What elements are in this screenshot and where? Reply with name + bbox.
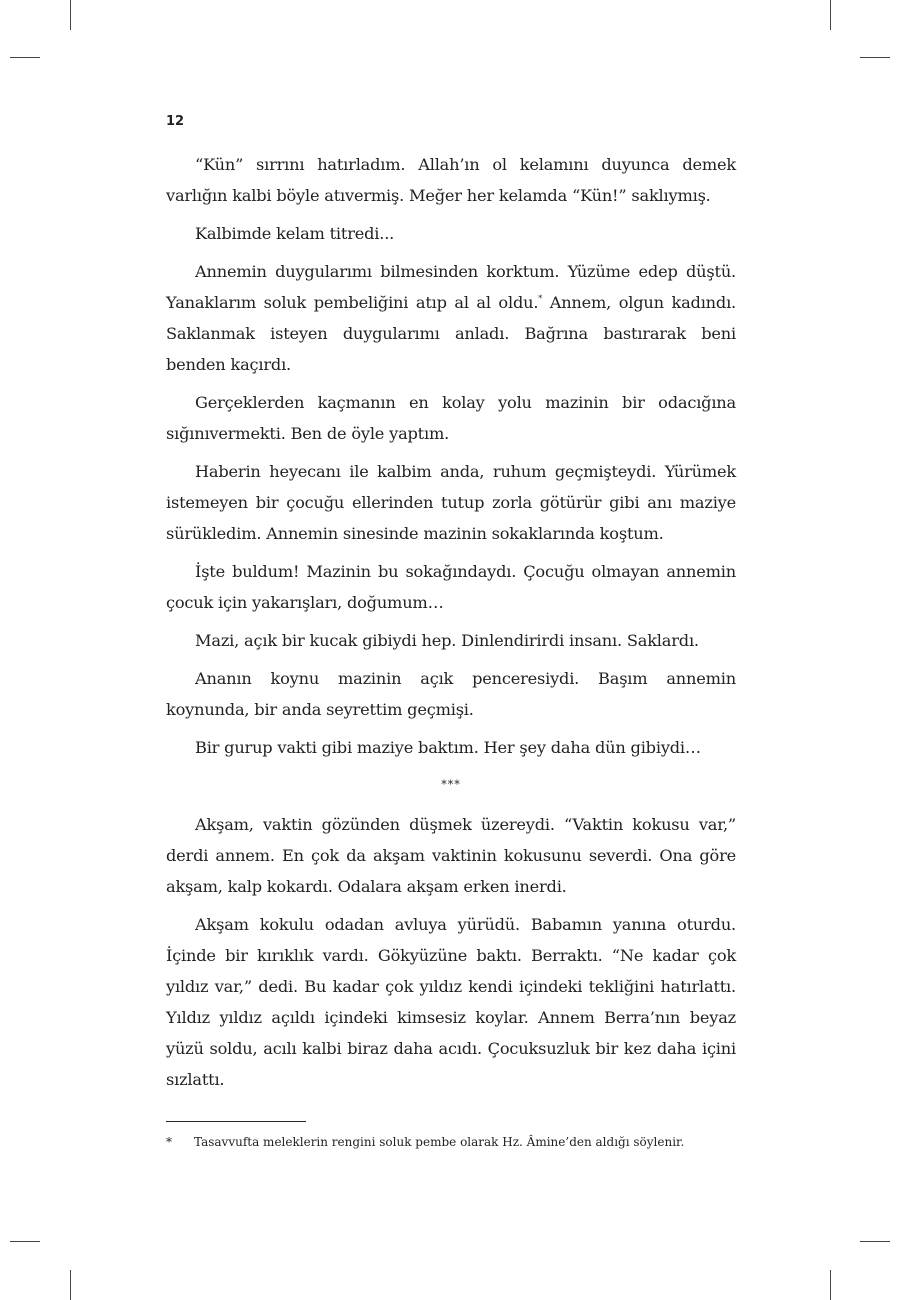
footnote (166, 1133, 746, 1151)
paragraph (166, 256, 736, 380)
crop-mark (860, 1241, 890, 1242)
crop-mark (860, 57, 890, 58)
crop-mark (830, 0, 831, 30)
footnote-mark: * (166, 1135, 172, 1149)
footnote-text: Tasavvufta meleklerin rengini soluk pembe olarak Hz. Âmine’den aldığı söylenir. (194, 1135, 685, 1149)
paragraph: Mazi, açık bir kucak gibiydi hep. Dinlendirirdi insanı. Saklardı. (195, 631, 699, 650)
crop-mark (830, 1270, 831, 1300)
page-number: 12 (166, 114, 185, 129)
paragraph: Gerçeklerden kaçmanın en kolay yolu mazinin bir odacığına sığınıvermekti. Ben de öyle yaptım. (166, 393, 736, 443)
paragraph-text: Annem, olgun kadındı. Saklanmak isteyen duygularımı anladı. Bağrına bastırarak beni benden kaçırdı. (166, 293, 736, 374)
body-text (166, 149, 736, 1102)
paragraph: İşte buldum! Mazinin bu sokağındaydı. Çocuğu olmayan annemin çocuk için yakarışları, doğumum… (166, 562, 736, 612)
paragraph: Kalbimde kelam titredi... (195, 224, 395, 243)
crop-mark (70, 0, 71, 30)
paragraph: Bir gurup vakti gibi maziye baktım. Her şey daha dün gibiydi… (195, 738, 701, 757)
crop-mark (10, 1241, 40, 1242)
paragraph: Akşam, vaktin gözünden düşmek üzereydi. “Vaktin kokusu var,” derdi annem. En çok da akşam vaktinin kokusunu severdi. Ona göre akşam, kalp kokardı. Odalara akşam erken inerdi. (166, 815, 736, 896)
paragraph: Akşam kokulu odadan avluya yürüdü. Babamın yanına oturdu. İçinde bir kırıklık vardı. Gökyüzüne baktı. Berraktı. “Ne kadar çok yıldız var,” dedi. Bu kadar çok yıldız kendi içindeki tekliğini hatırlattı. Yıldız yıldız açıldı içindeki kimsesiz koylar. Annem Berra’nın beyaz yüzü soldu, acılı kalbi biraz daha acıdı. Çocuksuzluk bir kez daha içini sızlattı. (166, 915, 736, 1089)
paragraph-text: Annemin duygularımı bilmesinden korktum. Yüzüme edep düştü. Yanaklarım soluk pembeliğini atıp al al oldu. (166, 262, 736, 312)
footnote-divider (166, 1121, 306, 1122)
crop-mark (10, 57, 40, 58)
section-separator: *** (441, 778, 461, 791)
crop-mark (70, 1270, 71, 1300)
paragraph: Haberin heyecanı ile kalbim anda, ruhum geçmişteydi. Yürümek istemeyen bir çocuğu ellerinden tutup zorla götürür gibi anı maziye sürükledim. Annemin sinesinde mazinin sokaklarında koştum. (166, 462, 736, 543)
footnote-reference: * (538, 294, 543, 303)
paragraph: Ananın koynu mazinin açık penceresiydi. Başım annemin koynunda, bir anda seyrettim geçmişi. (166, 669, 736, 719)
paragraph: “Kün” sırrını hatırladım. Allah’ın ol kelamını duyunca demek varlığın kalbi böyle atıvermiş. Meğer her kelamda “Kün!” saklıymış. (166, 155, 736, 205)
